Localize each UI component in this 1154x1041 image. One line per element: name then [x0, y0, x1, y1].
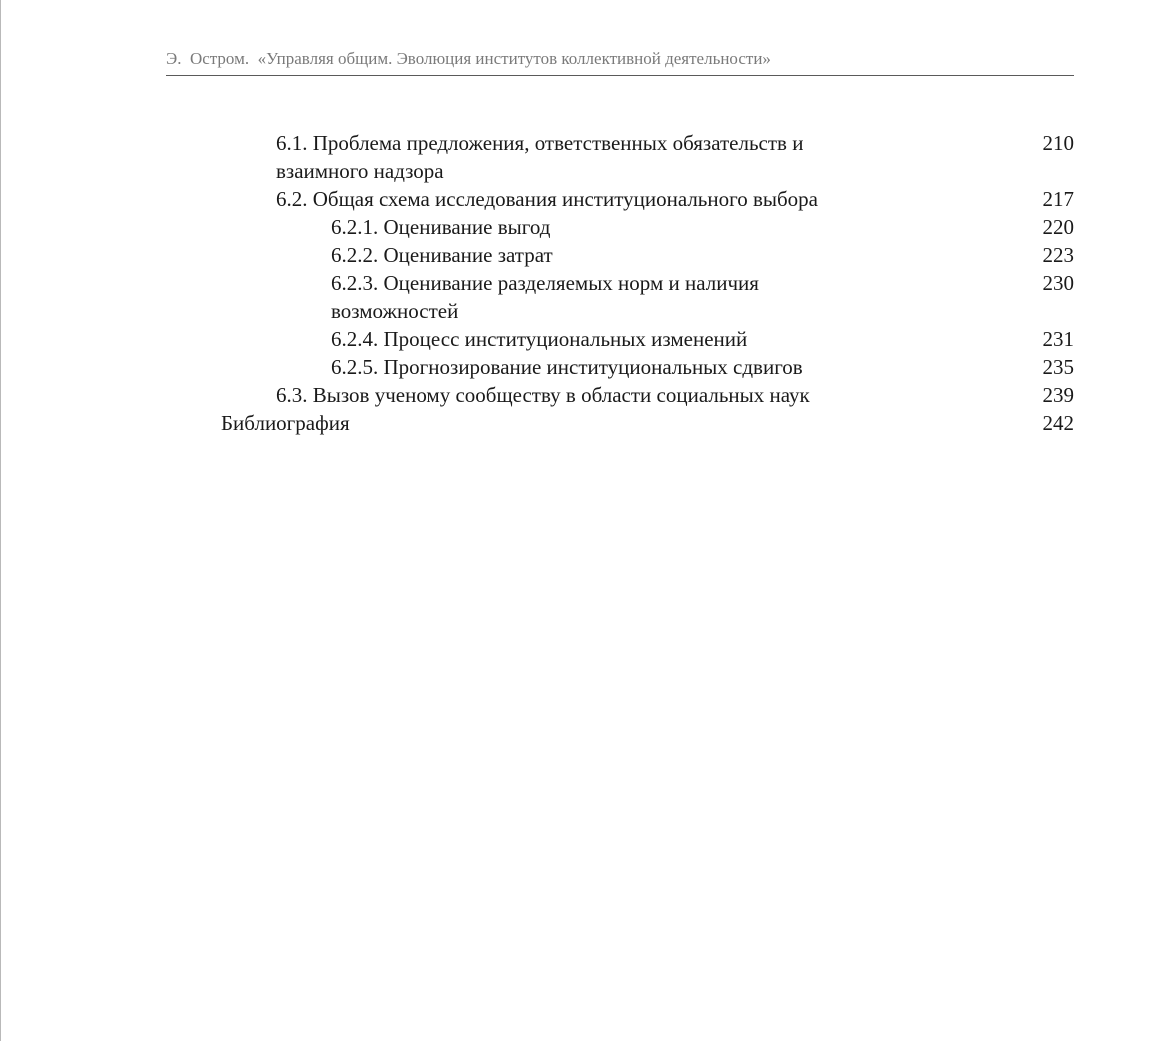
running-header	[166, 47, 1074, 76]
toc-entry-title: 6.2.3. Оценивание разделяемых норм и наличия возможностей	[331, 271, 759, 323]
toc-entry[interactable]	[0, 381, 1154, 409]
toc-entry-title: 6.2.2. Оценивание затрат	[331, 243, 553, 267]
toc-entry-page: 235	[1042, 355, 1074, 379]
running-header-text: Э. Остром. «Управляя общим. Эволюция институтов коллективной деятельности»	[166, 49, 771, 68]
toc-entry[interactable]	[0, 269, 1154, 325]
toc-entry[interactable]	[0, 185, 1154, 213]
toc-entry-page: 217	[1042, 187, 1074, 211]
table-of-contents	[0, 129, 1154, 437]
toc-entry-page: 231	[1042, 327, 1074, 351]
toc-entry-page: 242	[1042, 411, 1074, 435]
toc-entry-title: 6.2.5. Прогнозирование институциональных сдвигов	[331, 355, 803, 379]
toc-entry-page: 220	[1042, 215, 1074, 239]
toc-entry[interactable]	[0, 241, 1154, 269]
toc-entry-page: 210	[1042, 131, 1074, 155]
toc-entry[interactable]	[0, 325, 1154, 353]
toc-entry-page: 239	[1042, 383, 1074, 407]
toc-entry-title: 6.2.1. Оценивание выгод	[331, 215, 551, 239]
toc-entry-page: 223	[1042, 243, 1074, 267]
toc-entry-title: 6.3. Вызов ученому сообществу в области социальных наук	[276, 383, 810, 407]
toc-entry-title: 6.1. Проблема предложения, ответственных обязательств и взаимного надзора	[276, 131, 804, 183]
toc-entry[interactable]	[0, 129, 1154, 185]
toc-entry-title: 6.2. Общая схема исследования институционального выбора	[276, 187, 818, 211]
toc-entry-title: Библиография	[221, 411, 350, 435]
toc-entry-page: 230	[1042, 271, 1074, 295]
toc-entry[interactable]	[0, 213, 1154, 241]
toc-entry-bibliography[interactable]	[0, 409, 1154, 437]
toc-entry[interactable]	[0, 353, 1154, 381]
toc-entry-title: 6.2.4. Процесс институциональных изменений	[331, 327, 748, 351]
